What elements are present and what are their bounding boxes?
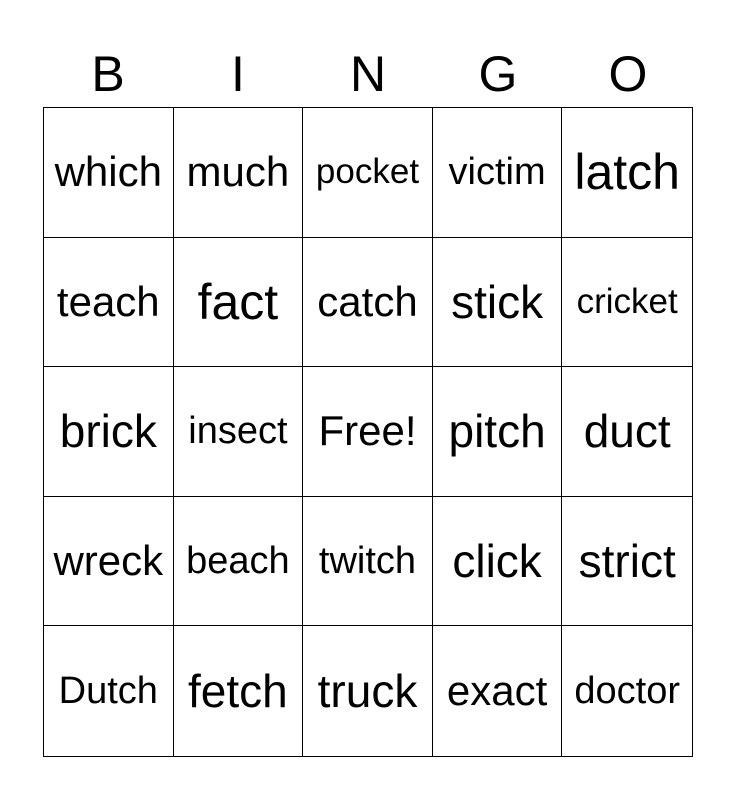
cell-word: fact (197, 273, 279, 330)
cell-word: truck (317, 665, 418, 718)
bingo-cell[interactable] (174, 238, 304, 368)
bingo-cell[interactable] (44, 367, 174, 497)
bingo-cell[interactable] (303, 238, 433, 368)
header-letter-n: N (349, 46, 387, 102)
bingo-cell[interactable] (562, 108, 692, 238)
bingo-cell[interactable] (562, 238, 692, 368)
header-letter-o: O (608, 46, 648, 102)
bingo-cell[interactable] (303, 497, 433, 627)
cell-word: exact (446, 667, 548, 715)
bingo-header (43, 44, 693, 104)
bingo-cell[interactable] (303, 108, 433, 238)
cell-word: pocket (315, 152, 420, 192)
cell-word: brick (59, 405, 157, 458)
bingo-board (43, 107, 693, 757)
bingo-cell[interactable] (303, 626, 433, 756)
bingo-cell[interactable] (174, 497, 304, 627)
free-space-label: Free! (318, 407, 417, 455)
cell-word: Dutch (58, 669, 158, 712)
cell-word: duct (583, 405, 671, 458)
cell-word: teach (56, 277, 160, 325)
bingo-cell[interactable] (44, 497, 174, 627)
bingo-cell[interactable] (44, 108, 174, 238)
bingo-cell[interactable] (433, 626, 563, 756)
bingo-cell[interactable] (174, 108, 304, 238)
cell-word: click (452, 535, 542, 588)
bingo-cell[interactable] (44, 238, 174, 368)
header-letter-g: G (478, 46, 518, 102)
bingo-cell[interactable] (433, 497, 563, 627)
header-letter-i: I (231, 46, 245, 102)
bingo-cell[interactable] (562, 367, 692, 497)
cell-word: latch (574, 144, 680, 201)
header-letter-b: B (91, 46, 125, 102)
bingo-cell[interactable] (562, 497, 692, 627)
cell-word: twitch (318, 539, 417, 582)
bingo-cell[interactable] (174, 626, 304, 756)
cell-word: insect (188, 409, 288, 452)
cell-word: wreck (53, 537, 164, 585)
cell-word: doctor (574, 669, 680, 712)
cell-word: pitch (448, 405, 546, 458)
bingo-cell[interactable] (174, 367, 304, 497)
cell-word: beach (186, 539, 290, 582)
bingo-cell[interactable] (562, 626, 692, 756)
bingo-cell[interactable] (44, 626, 174, 756)
cell-word: victim (448, 150, 546, 193)
cell-word: catch (317, 277, 418, 325)
cell-word: which (54, 148, 162, 196)
bingo-cell[interactable] (433, 238, 563, 368)
bingo-cell[interactable] (433, 367, 563, 497)
cell-word: fetch (188, 665, 288, 718)
cell-word: strict (578, 535, 676, 588)
free-space-cell[interactable] (303, 367, 433, 497)
cell-word: stick (451, 275, 544, 328)
cell-word: cricket (576, 281, 678, 321)
cell-word: much (186, 148, 290, 196)
bingo-cell[interactable] (433, 108, 563, 238)
